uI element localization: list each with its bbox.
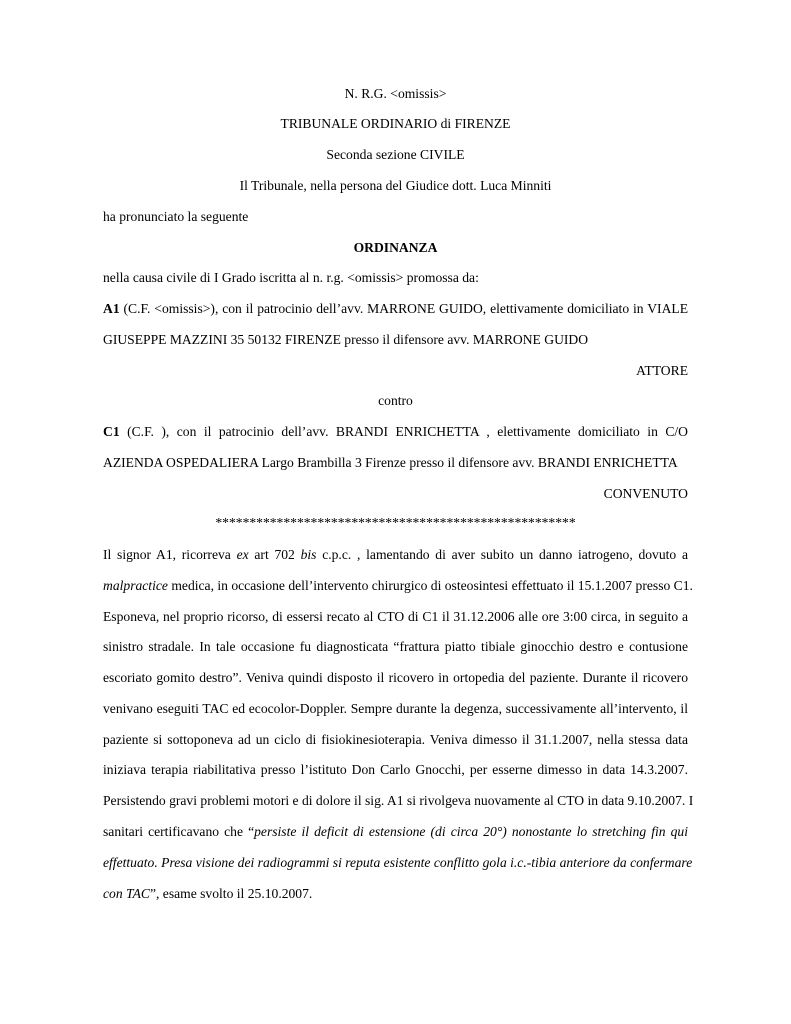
- body-line-8: iniziava terapia riabilitativa presso l’istituto Don Carlo Gnocchi, per esserne dimesso in data 14.3.2007.: [103, 762, 688, 777]
- defendant-line-1: [103, 417, 688, 447]
- body-line-11: [103, 848, 693, 878]
- plaintiff-code: A1: [103, 301, 120, 316]
- body-line-6: venivano eseguiti TAC ed ecocolor-Doppler. Sempre durante la degenza, successivamente all’intervento, il: [103, 701, 688, 716]
- court-section: Seconda sezione CIVILE: [326, 147, 465, 162]
- body-italic: persiste il deficit di estensione (di circa 20°) nonostante lo stretching fin qui: [254, 824, 689, 839]
- separator-line: *****************************************************: [215, 515, 576, 530]
- body-line-1: [103, 540, 688, 570]
- body-line-10: [103, 817, 688, 847]
- body-text: c.p.c. , lamentando di aver subito un danno iatrogeno, dovuto a: [316, 547, 688, 562]
- body-line-12: [103, 879, 688, 909]
- court-name: TRIBUNALE ORDINARIO di FIRENZE: [280, 116, 511, 131]
- case-number: N. R.G. <omissis>: [344, 86, 447, 101]
- document-title: ORDINANZA: [353, 240, 438, 255]
- body-italic: effettuato. Presa visione dei radiogrammi si reputa esistente conflitto gola i.c.-tibia anteriore da confermare: [103, 855, 693, 870]
- case-intro: nella causa civile di I Grado iscritta al n. r.g. <omissis> promossa da:: [103, 270, 479, 285]
- body-text: Il signor A1, ricorreva: [103, 547, 237, 562]
- body-line-7: paziente si sottoponeva ad un ciclo di fisiokinesioterapia. Veniva dimesso il 31.1.2007, nella stessa data: [103, 732, 688, 747]
- body-italic: malpractice: [103, 578, 168, 593]
- body-italic: bis: [300, 547, 317, 562]
- body-line-4: sinistro stradale. In tale occasione fu diagnosticata “frattura piatto tibiale ginocchio destro e contusione: [103, 639, 688, 654]
- defendant-line-1-text: (C.F. ), con il patrocinio dell’avv. BRANDI ENRICHETTA , elettivamente domiciliato in C/O: [127, 424, 688, 439]
- defendant-role: CONVENUTO: [603, 486, 688, 501]
- body-text: sanitari certificavano che “: [103, 824, 255, 839]
- plaintiff-line-1: [103, 294, 688, 324]
- defendant-code: C1: [103, 424, 120, 439]
- plaintiff-line-1-text: (C.F. <omissis>), con il patrocinio dell’avv. MARRONE GUIDO, elettivamente domiciliato in VIALE: [123, 301, 689, 316]
- body-text: art 702: [248, 547, 301, 562]
- versus-label: contro: [378, 393, 413, 408]
- body-italic: con TAC: [103, 886, 150, 901]
- pronounced-line: ha pronunciato la seguente: [103, 209, 249, 224]
- plaintiff-line-2: GIUSEPPE MAZZINI 35 50132 FIRENZE presso il difensore avv. MARRONE GUIDO: [103, 332, 589, 347]
- body-text: ”, esame svolto il 25.10.2007.: [149, 886, 313, 901]
- judge-line: Il Tribunale, nella persona del Giudice dott. Luca Minniti: [239, 178, 552, 193]
- body-line-5: escoriato gomito destro”. Veniva quindi disposto il ricovero in ortopedia del paziente. Durante il ricovero: [103, 670, 688, 685]
- body-line-9: Persistendo gravi problemi motori e di dolore il sig. A1 si rivolgeva nuovamente al CTO in data 9.10.2007. I: [103, 793, 694, 808]
- defendant-line-2: AZIENDA OSPEDALIERA Largo Brambilla 3 Firenze presso il difensore avv. BRANDI ENRICHETTA: [103, 455, 678, 470]
- body-text: medica, in occasione dell’intervento chirurgico di osteosintesi effettuato il 15.1.2007 presso C1.: [167, 578, 693, 593]
- body-line-3: Esponeva, nel proprio ricorso, di essersi recato al CTO di C1 il 31.12.2006 alle ore 3:00 circa, in seguito a: [103, 609, 688, 624]
- plaintiff-role: ATTORE: [636, 363, 688, 378]
- body-italic: ex: [236, 547, 249, 562]
- body-line-2: [103, 571, 693, 601]
